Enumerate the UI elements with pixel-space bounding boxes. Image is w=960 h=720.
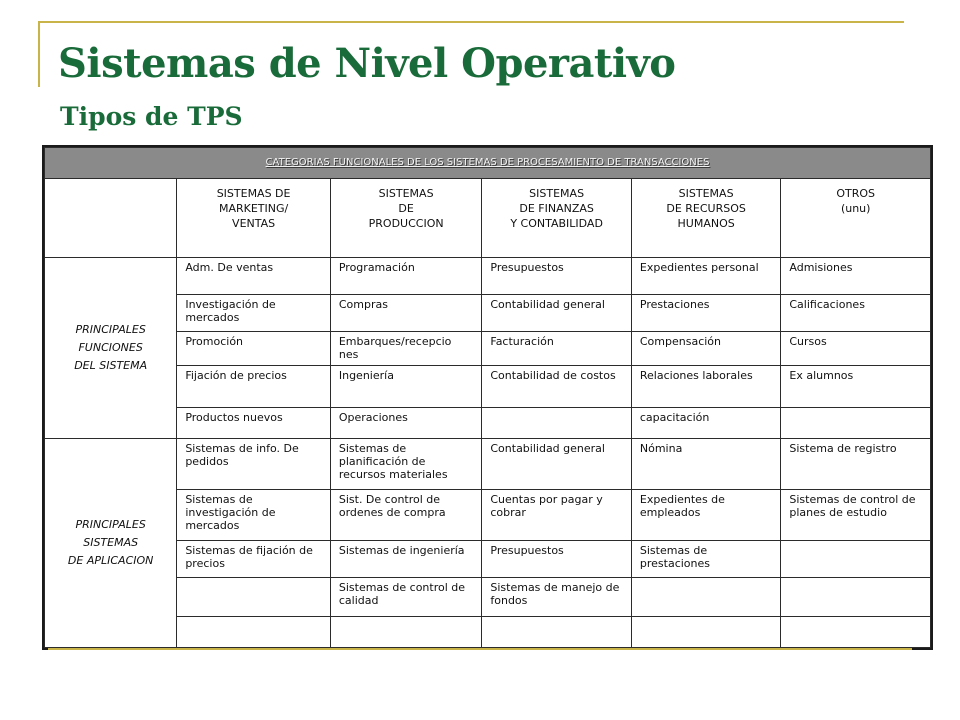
column-header-line: DE FINANZAS (519, 201, 594, 215)
row-group-label (45, 438, 177, 647)
table-cell: Sistemas de control de calidad (330, 577, 482, 617)
tps-table (44, 147, 931, 648)
table-cell (177, 577, 331, 617)
table-cell: Prestaciones (631, 294, 781, 331)
table-cell: Cuentas por pagar y cobrar (482, 489, 632, 540)
column-header-line: OTROS (836, 186, 876, 200)
row-group-label (45, 258, 177, 439)
column-header-line: (unu) (840, 201, 871, 215)
table-cell: Sistemas de manejo de fondos (482, 577, 632, 617)
column-header-line: SISTEMAS (678, 186, 734, 200)
table-cell: Compensación (631, 331, 781, 366)
table-cell: Programación (330, 258, 482, 295)
row-group-label-line: PRINCIPALES (75, 517, 146, 531)
table-cell (482, 408, 632, 439)
column-header-line: DE (398, 201, 414, 215)
header-corner-cell (45, 178, 177, 258)
table-cell: Sistemas de ingeniería (330, 540, 482, 577)
table-row (45, 294, 931, 331)
table-cell (631, 617, 781, 648)
table-row (45, 540, 931, 577)
table-cell: Operaciones (330, 408, 482, 439)
table-cell: Presupuestos (482, 258, 632, 295)
row-group-label-line: FUNCIONES (78, 340, 143, 354)
table-cell: Sist. De control de ordenes de compra (330, 489, 482, 540)
table-cell: Contabilidad de costos (482, 366, 632, 408)
table-cell: Sistemas de planificación de recursos materiales (330, 438, 482, 489)
column-header (330, 178, 482, 258)
table-cell: Investigación de mercados (177, 294, 331, 331)
slide-title: Sistemas de Nivel Operativo (58, 40, 676, 87)
column-header-line: Y CONTABILIDAD (510, 216, 603, 230)
column-header (631, 178, 781, 258)
table-cell: Ingeniería (330, 366, 482, 408)
table-row (45, 331, 931, 366)
header-row (45, 178, 931, 258)
column-header-line: SISTEMAS (378, 186, 434, 200)
column-header (781, 178, 931, 258)
table-cell: Adm. De ventas (177, 258, 331, 295)
table-cell: Relaciones laborales (631, 366, 781, 408)
table-row (45, 577, 931, 617)
table-cell: Sistemas de control de planes de estudio (781, 489, 931, 540)
column-header-line: DE RECURSOS (666, 201, 746, 215)
bottom-accent-line (48, 648, 912, 650)
table-cell: capacitación (631, 408, 781, 439)
column-header-line: HUMANOS (677, 216, 735, 230)
table-cell (631, 577, 781, 617)
row-group-label-line: SISTEMAS (83, 535, 139, 549)
column-header-line: PRODUCCION (368, 216, 444, 230)
table-row (45, 489, 931, 540)
table-cell: Contabilidad general (482, 438, 632, 489)
table-cell (781, 617, 931, 648)
table-cell: Contabilidad general (482, 294, 632, 331)
table-cell: Fijación de precios (177, 366, 331, 408)
table-row (45, 408, 931, 439)
table-banner: CATEGORIAS FUNCIONALES DE LOS SISTEMAS DE PROCESAMIENTO DE TRANSACCIONES (45, 148, 931, 179)
table-row (45, 366, 931, 408)
table-cell: Sistema de registro (781, 438, 931, 489)
left-accent-line (38, 21, 40, 87)
table-cell: Cursos (781, 331, 931, 366)
table-cell: Expedientes de empleados (631, 489, 781, 540)
table-cell (781, 577, 931, 617)
table-cell: Facturación (482, 331, 632, 366)
table-cell: Presupuestos (482, 540, 632, 577)
table-row (45, 258, 931, 295)
table-cell (781, 540, 931, 577)
table-cell: Ex alumnos (781, 366, 931, 408)
row-group-label-line: DE APLICACION (67, 553, 154, 567)
row-group-label-line: PRINCIPALES (75, 322, 146, 336)
column-header (482, 178, 632, 258)
row-group-label-line: DEL SISTEMA (74, 358, 148, 372)
table-cell: Calificaciones (781, 294, 931, 331)
table-row (45, 438, 931, 489)
table-cell: Admisiones (781, 258, 931, 295)
table-cell (482, 617, 632, 648)
slide-subtitle: Tipos de TPS (60, 102, 243, 131)
tps-table-container (42, 145, 933, 650)
table-cell (781, 408, 931, 439)
column-header (177, 178, 331, 258)
top-accent-line (38, 21, 904, 23)
table-cell: Sistemas de fijación de precios (177, 540, 331, 577)
table-cell: Nómina (631, 438, 781, 489)
table-row (45, 617, 931, 648)
table-cell: Compras (330, 294, 482, 331)
column-header-line: SISTEMAS (529, 186, 585, 200)
table-cell (177, 617, 331, 648)
table-cell: Sistemas de info. De pedidos (177, 438, 331, 489)
table-cell: Sistemas de investigación de mercados (177, 489, 331, 540)
table-cell: Embarques/recepcio nes (330, 331, 482, 366)
banner-row (45, 148, 931, 179)
column-header-line: VENTAS (232, 216, 276, 230)
table-cell: Productos nuevos (177, 408, 331, 439)
table-cell: Sistemas de prestaciones (631, 540, 781, 577)
table-cell (330, 617, 482, 648)
table-cell: Promoción (177, 331, 331, 366)
table-cell: Expedientes personal (631, 258, 781, 295)
column-header-line: SISTEMAS DE MARKETING/ (216, 186, 291, 215)
